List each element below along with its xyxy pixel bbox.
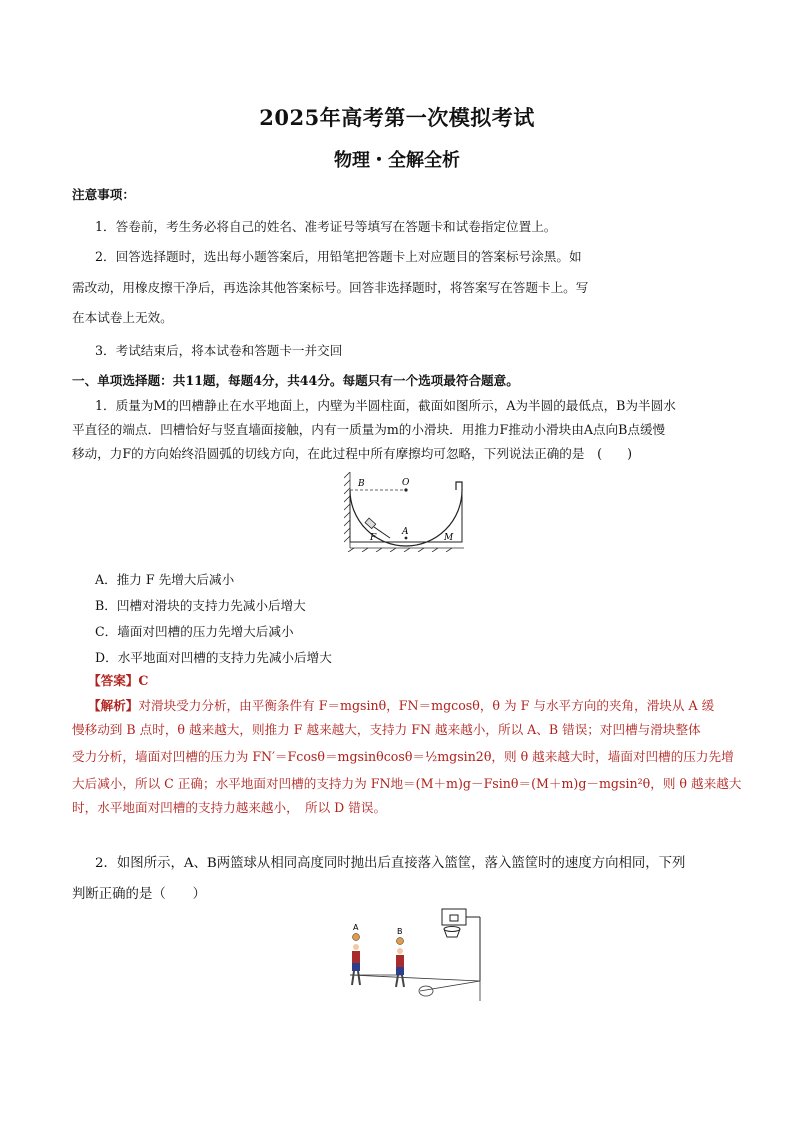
q1-stem-line-2: 平直径的端点．凹槽恰好与竖直墙面接触，内有一质量为m的小滑块．用推力F推动小滑块由A点向B点缓慢	[72, 422, 666, 437]
q2-basketball-figure	[330, 905, 498, 1001]
player-b	[396, 938, 404, 988]
section-heading: 一、单项选择题：共11题，每题4分，共44分。每题只有一个选项最符合题意。	[72, 373, 519, 388]
q1-analysis-line-5: 时，水平地面对凹槽的支持力越来越小， 所以 D 错误。	[72, 800, 387, 815]
q1-option-c: C．墙面对凹槽的压力先增大后减小	[95, 624, 294, 639]
point-a	[405, 537, 408, 540]
q1-option-d: D．水平地面对凹槽的支持力先减小后增大	[95, 650, 332, 665]
q1-analysis-line-2: 慢移动到 B 点时，θ 越来越大，则推力 F 越来越大，支持力 FN 越来越小，所以 A、B 错误；对凹槽与滑块整体	[72, 722, 701, 737]
q1-stem-line-1: 1．质量为M的凹槽静止在水平地面上，内壁为半圆柱面，截面如图所示，A为半圆的最低点，B为半圆水	[95, 398, 676, 413]
q2-stem-line-1: 2．如图所示，A、B两篮球从相同高度同时抛出后直接落入篮筐，落入篮筐时的速度方向相同，下列	[95, 856, 686, 871]
notice-item-3: 3．考试结束后，将本试卷和答题卡一并交回	[95, 343, 343, 358]
notice-item-2-line-2: 需改动，用橡皮擦干净后，再选涂其他答案标号。回答非选择题时，将答案写在答题卡上。写	[72, 280, 589, 295]
notice-heading: 注意事项：	[72, 187, 135, 202]
q1-groove-figure	[344, 472, 476, 552]
center-point	[404, 488, 407, 491]
q1-analysis-line-4: 大后减小，所以 C 正确；水平地面对凹槽的支持力为 FN地＝(M＋m)g－Fsinθ＝(M＋m)g－mgsin²θ，则 θ 越来越大	[72, 776, 742, 791]
label-f: F	[370, 533, 377, 543]
label-o: O	[402, 478, 410, 488]
label-b: B	[358, 479, 365, 489]
q1-stem-line-3: 移动，力F的方向始终沿圆弧的切线方向，在此过程中所有摩擦均可忽略，下列说法正确的是 ( )	[72, 446, 633, 461]
label-player-a: A	[353, 923, 359, 932]
q2-stem-line-2: 判断正确的是（ ）	[72, 887, 206, 902]
analysis-label: 【解析】	[88, 698, 139, 713]
analysis-text-1: 对滑块受力分析，由平衡条件有 F＝mgsinθ，FN＝mgcosθ，θ 为 F 与水平方向的夹角，滑块从 A 缓	[138, 698, 715, 713]
q1-answer: 【答案】C	[88, 673, 149, 688]
q1-analysis-line-1	[88, 697, 748, 715]
label-m: M	[444, 533, 454, 543]
hoop	[442, 909, 480, 981]
notice-item-2-line-1: 2．回答选择题时，选出每小题答案后，用铅笔把答题卡上对应题目的答案标号涂黑。如	[95, 249, 582, 264]
label-player-b: B	[397, 927, 403, 936]
notice-item-1: 1．答卷前，考生务必将自己的姓名、准考证号等填写在答题卡和试卷指定位置上。	[95, 219, 557, 234]
player-a	[352, 934, 360, 986]
page-title: 2025年高考第一次模拟考试	[259, 105, 535, 130]
q1-option-b: B．凹槽对滑块的支持力先减小后增大	[95, 598, 306, 613]
q1-option-a: A．推力 F 先增大后减小	[95, 572, 235, 587]
notice-item-2-line-3: 在本试卷上无效。	[72, 310, 173, 325]
force-arrow	[374, 527, 390, 538]
q1-analysis-line-3: 受力分析，墙面对凹槽的压力为 FN′＝Fcosθ＝mgsinθcosθ＝½mgsin2θ，则 θ 越来越大时，墙面对凹槽的压力先增	[72, 749, 734, 764]
court-floor	[350, 975, 480, 1001]
page-subtitle: 物理・全解全析	[334, 150, 460, 171]
label-a: A	[402, 527, 409, 537]
